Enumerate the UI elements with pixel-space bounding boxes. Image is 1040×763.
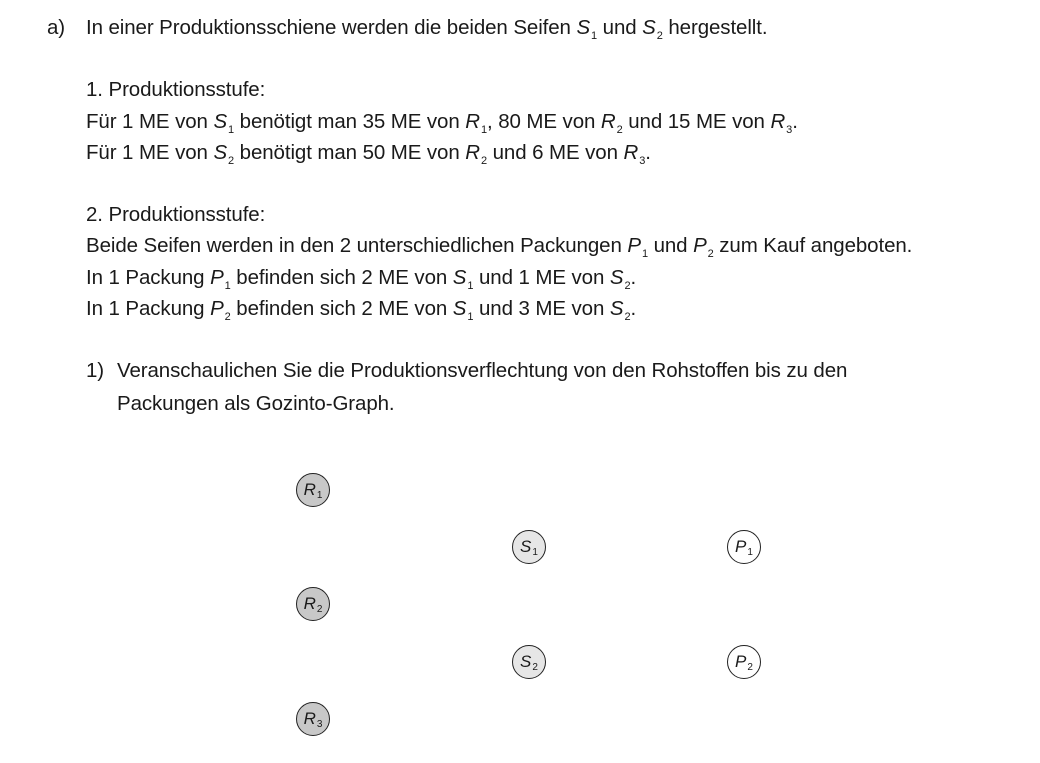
stage1-line1: Für 1 ME von $S_1$ benötigt man 35 ME von $R_1$, 80 ME von $R_2$ und 15 ME von $R_3$. <box>86 110 798 136</box>
stage2-heading: 2. Produktionsstufe: <box>86 203 266 226</box>
question-number: 1) <box>86 359 105 382</box>
node-p1: P 1 <box>727 530 761 564</box>
node-r1: R 1 <box>296 473 330 507</box>
node-s1: S 1 <box>512 530 546 564</box>
stage2-line2: In 1 Packung $P_1$ befinden sich 2 ME von $S_1$ und 1 ME von $S_2$. <box>86 266 637 292</box>
task-label: a) <box>47 16 66 39</box>
node-s2: S 2 <box>512 645 546 679</box>
question-line1: Veranschaulichen Sie die Produktionsverflechtung von den Rohstoffen bis zu den <box>117 359 848 382</box>
stage2-line3: In 1 Packung $P_2$ befinden sich 2 ME von $S_1$ und 3 ME von $S_2$. <box>86 297 637 323</box>
node-p2: P 2 <box>727 645 761 679</box>
node-r3: R 3 <box>296 702 330 736</box>
stage1-line2: Für 1 ME von $S_2$ benötigt man 50 ME von $R_2$ und 6 ME von $R_3$. <box>86 141 651 167</box>
task-intro: In einer Produktionsschiene werden die beiden Seifen $S_1$ und $S_2$ hergestellt. <box>86 16 768 42</box>
question-line2: Packungen als Gozinto-Graph. <box>117 392 395 415</box>
stage2-line1: Beide Seifen werden in den 2 unterschiedlichen Packungen $P_1$ und $P_2$ zum Kauf angeboten. <box>86 234 913 260</box>
stage1-heading: 1. Produktionsstufe: <box>86 78 266 101</box>
node-r2: R 2 <box>296 587 330 621</box>
